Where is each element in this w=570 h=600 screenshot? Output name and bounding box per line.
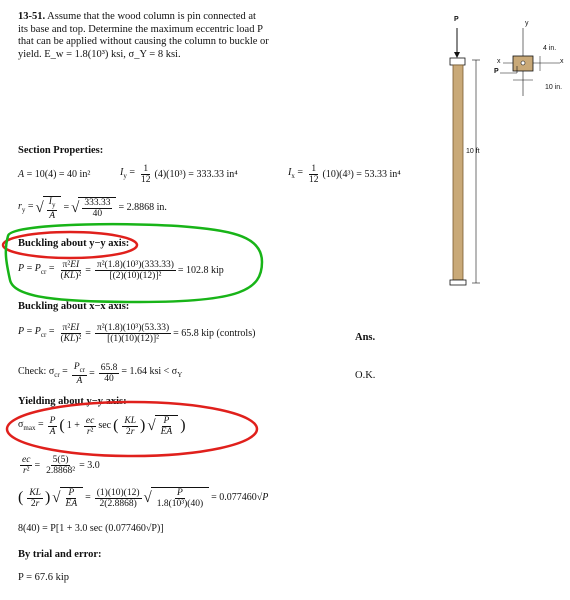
iy-equation: $I_y$ = $\frac{1}{12}$ (4)(10³) = 333.33 in⁴ (120, 164, 238, 185)
trial-heading: By trial and error: (18, 549, 102, 560)
problem-line-4: yield. E_w = 1.8(10³) ksi, σ_Y = 8 ksi. (18, 48, 181, 60)
load-label: P (454, 16, 459, 23)
axis-x-label-left: x (497, 58, 501, 65)
ix-equation: $I_x$ = $\frac{1}{12}$ (10)(4³) = 53.33 in⁴ (288, 164, 401, 185)
problem-line-2: its base and top. Determine the maximum eccentric load P (18, 23, 263, 35)
axis-x-label: x (560, 58, 564, 65)
ry-equation: $r_y$ = √ $\frac{I_y}{A}$ = √ $\frac{333.33}{40}$ = 2.8868 in. (18, 197, 167, 221)
problem-number: 13-51. (18, 11, 46, 22)
buckling-x-heading: Buckling about x−x axis: (18, 301, 130, 312)
axis-y-label: y (525, 20, 529, 27)
red-ellipse-buckling-heading (3, 232, 137, 258)
section-properties-heading: Section Properties: (18, 145, 104, 156)
buckling-x-equation: $P = P_{cr}$ = $\frac{\text{π²EI}}{\text{(KL)²}}$ = $\frac{\text{π²(1.8)(10³)(53.33)}}{\text{[(1)(10)(12)]²}}$ = 65.8 kip (controls) (18, 323, 256, 344)
kl-term-equation: ( $\frac{KL}{2r}$ ) √ $\frac{P}{EA}$ = $\frac{(1)(10)(12)}{2(2.8868)}$ √ $\frac{P}{\text{1.8(10³)(40)}}$ = 0.077460√P (18, 487, 269, 509)
final-equation: 8(40) = P[1 + 3.0 sec (0.077460√P)] (18, 523, 164, 534)
check-equation: Check: $\sigma_{cr}$ = $\frac{P_{cr}}{A}$ = $\frac{65.8}{40}$ = 1.64 ksi < $\sigma_Y$ (18, 362, 183, 386)
ok-label: O.K. (355, 370, 376, 381)
answer-label: Ans. (355, 332, 376, 343)
width-label: 4 in. (543, 45, 557, 52)
yielding-heading: Yielding about y−y axis: (18, 396, 127, 407)
buckling-y-heading: Buckling about y−y axis: (18, 238, 130, 249)
ec-r2-equation: $\frac{ec}{\text{r²}}$ = $\frac{5(5)}{\text{2.8868²}}$ = 3.0 (22, 455, 100, 476)
area-equation: A = 10(4) = 40 in² (18, 169, 91, 180)
depth-label: 10 in. (545, 84, 563, 91)
section-load-label: P (494, 68, 499, 75)
trial-result: P = 67.6 kip (18, 572, 70, 583)
height-label: 10 ft (466, 148, 480, 155)
buckling-y-equation: $P = P_{cr}$ = $\frac{\text{π²EI}}{\text{(KL)²}}$ = $\frac{\text{π²(1.8)(10³)(333.33)}}{\text{[(2)(10)(12)]²}}$ = 102.8 kip (18, 260, 224, 281)
problem-line-1: Assume that the wood column is pin connected at (47, 11, 256, 22)
red-ellipse-secant (7, 402, 257, 456)
green-outline-buckling-y (6, 224, 262, 302)
secant-equation: $\sigma_{max}$ = $\frac{P}{A}$ ( 1 + $\frac{ec}{\text{r²}}$ sec ( $\frac{KL}{2r}$ ) √ $\frac{P}{EA}$ ) (18, 415, 186, 437)
problem-line-3: that can be applied without causing the column to buckle or (18, 36, 269, 47)
